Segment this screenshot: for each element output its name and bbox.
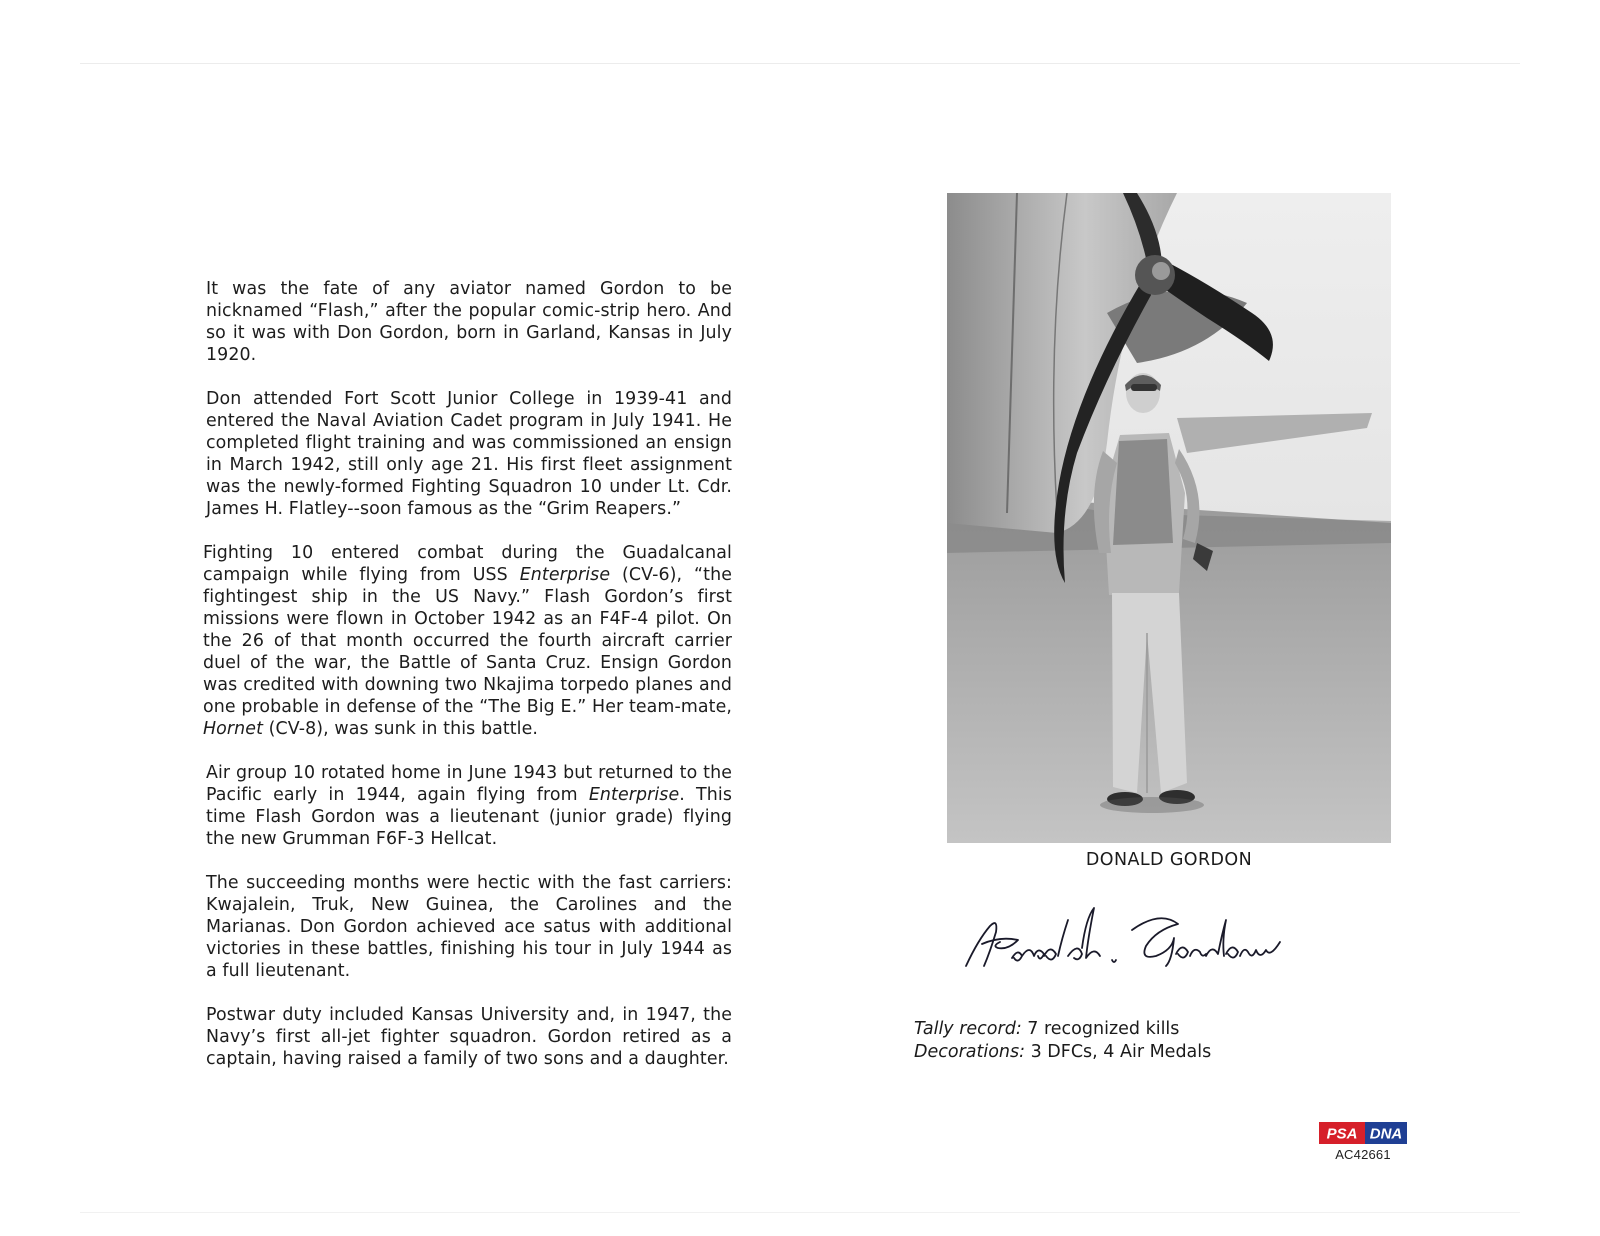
decorations-line (914, 1041, 1211, 1064)
italic-ship-name: Enterprise (588, 785, 680, 805)
bio-text-run: . This time Flash Gordon was a lieutenant (junior grade) flying the new Grumman F6F-3 Hellcat. (206, 785, 732, 849)
decorations-label: Decorations: (914, 1042, 1026, 1062)
bio-paragraph (206, 1004, 732, 1070)
dna-logo-text: DNA (1369, 1125, 1403, 1143)
bio-text-run: (CV-6), “the fightingest ship in the US Navy.” Flash Gordon’s first missions were flown in October 1942 as an F4F-4 pilot. On the 26 of that month occurred the fourth aircraft carrier duel of the war, the Battle of Santa Cruz. Ensign Gordon was credited with downing two Nkajima torpedo planes and one probable in defense of the “The Big E.” Her team-mate, (203, 565, 732, 717)
bio-paragraph (206, 388, 732, 520)
photo-caption: DONALD GORDON (1085, 850, 1253, 870)
bio-text-run: Don attended Fort Scott Junior College in 1939-41 and entered the Naval Aviation Cadet program in July 1941. He completed flight training and was commissioned an ensign in March 1942, still only age 21. His first fleet assignment was the newly-formed Fighting Squadron 10 under Lt. Cdr. James H. Flatley--soon famous as the “Grim Reapers.” (206, 389, 732, 519)
bio-paragraph (206, 278, 732, 366)
bottom-border-line (80, 1212, 1520, 1213)
bio-text-run: It was the fate of any aviator named Gordon to be nicknamed “Flash,” after the popular comic-strip hero. And so it was with Don Gordon, born in Garland, Kansas in July 1920. (206, 279, 732, 365)
bio-text-run: (CV-8), was sunk in this battle. (263, 719, 539, 739)
tally-record-value: 7 recognized kills (1021, 1019, 1180, 1039)
psa-dna-logo (1319, 1122, 1407, 1144)
italic-ship-name: Hornet (203, 719, 264, 739)
authentication-code: AC42661 (1335, 1147, 1391, 1162)
bio-text-run: Postwar duty included Kansas University and, in 1947, the Navy’s first all-jet fighter squadron. Gordon retired as a captain, having raised a family of two sons and a daughter. (206, 1005, 732, 1069)
psa-logo-text: PSA (1326, 1125, 1358, 1143)
bio-paragraph (206, 762, 732, 850)
tally-record-label: Tally record: (914, 1019, 1022, 1039)
bio-text-run: The succeeding months were hectic with the fast carriers: Kwajalein, Truk, New Guinea, the Carolines and the Marianas. Don Gordon achieved ace satus with additional victories in these battles, finishing his tour in July 1944 as a full lieutenant. (206, 873, 732, 981)
decorations-value: 3 DFCs, 4 Air Medals (1025, 1042, 1212, 1062)
bio-paragraph (203, 542, 732, 740)
bio-paragraph (206, 872, 732, 982)
biography-text (203, 278, 732, 1092)
bio-text-run: Fighting 10 entered combat during the Guadalcanal campaign while flying from USS (203, 543, 732, 585)
service-record (914, 1018, 1211, 1064)
top-border-line (80, 63, 1520, 64)
tally-record-line (914, 1018, 1211, 1041)
italic-ship-name: Enterprise (519, 565, 611, 585)
pilot-photograph (947, 193, 1391, 843)
autograph-signature (960, 900, 1300, 980)
psa-dna-authentication (1318, 1122, 1408, 1162)
bio-text-run: Air group 10 rotated home in June 1943 but returned to the Pacific early in 1944, again flying from (206, 763, 732, 805)
